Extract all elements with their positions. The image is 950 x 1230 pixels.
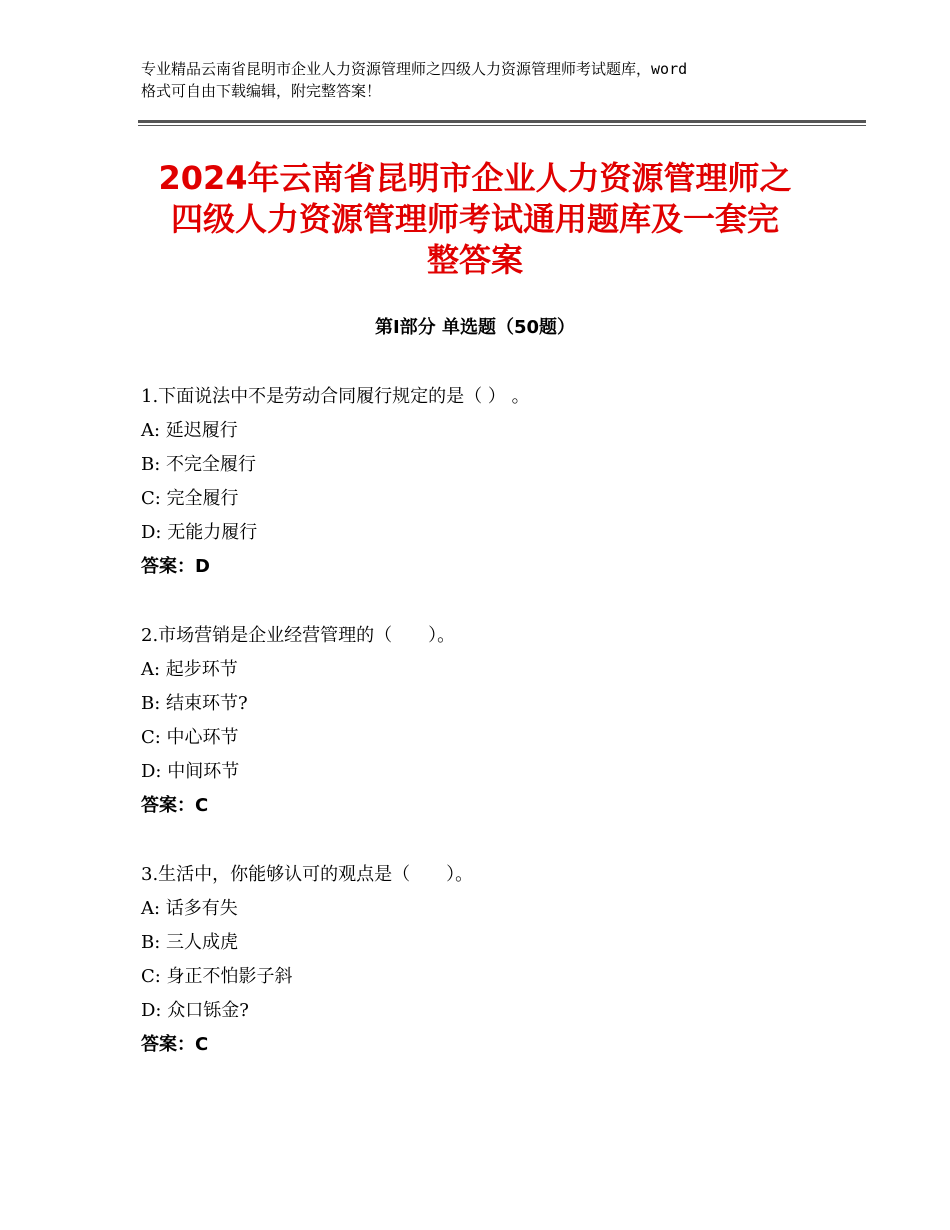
option-b: B: 三人成虎 [141, 932, 239, 953]
option-b: B: 不完全履行 [141, 454, 257, 475]
option-b: B: 结束环节? [141, 693, 248, 714]
option-a: A: 话多有失 [141, 898, 238, 919]
question-stem: 1.下面说法中不是劳动合同履行规定的是（ ） 。 [141, 386, 530, 407]
question-3 [141, 858, 841, 1062]
header-note-line-1: 专业精品云南省昆明市企业人力资源管理师之四级人力资源管理师考试题库，word [141, 60, 688, 78]
option-c: C: 中心环节 [141, 727, 239, 748]
header-divider-thin [138, 125, 866, 126]
header-note [141, 58, 831, 102]
section-title: 第Ⅰ部分 单选题（50题） [374, 317, 575, 338]
question-stem: 3.生活中，你能够认可的观点是（ ）。 [141, 864, 474, 885]
option-a: A: 延迟履行 [141, 420, 238, 441]
option-d: D: 无能力履行 [141, 522, 258, 543]
question-stem: 2.市场营销是企业经营管理的（ ）。 [141, 625, 456, 646]
option-c: C: 身正不怕影子斜 [141, 966, 293, 987]
title-line-2: 四级人力资源管理师考试通用题库及一套完 [170, 200, 779, 238]
header-note-line-2: 格式可自由下载编辑，附完整答案！ [141, 82, 382, 100]
answer-label: 答案：D [141, 556, 210, 577]
option-d: D: 中间环节 [141, 761, 240, 782]
title-line-1: 2024年云南省昆明市企业人力资源管理师之 [158, 159, 792, 197]
question-2 [141, 619, 841, 823]
option-d: D: 众口铄金? [141, 1000, 249, 1021]
title-line-3: 整答案 [426, 241, 523, 279]
document-title [120, 158, 830, 281]
answer-label: 答案：C [141, 795, 209, 816]
answer-label: 答案：C [141, 1034, 209, 1055]
option-a: A: 起步环节 [141, 659, 238, 680]
question-1 [141, 380, 841, 584]
header-divider-thick [138, 120, 866, 123]
option-c: C: 完全履行 [141, 488, 239, 509]
